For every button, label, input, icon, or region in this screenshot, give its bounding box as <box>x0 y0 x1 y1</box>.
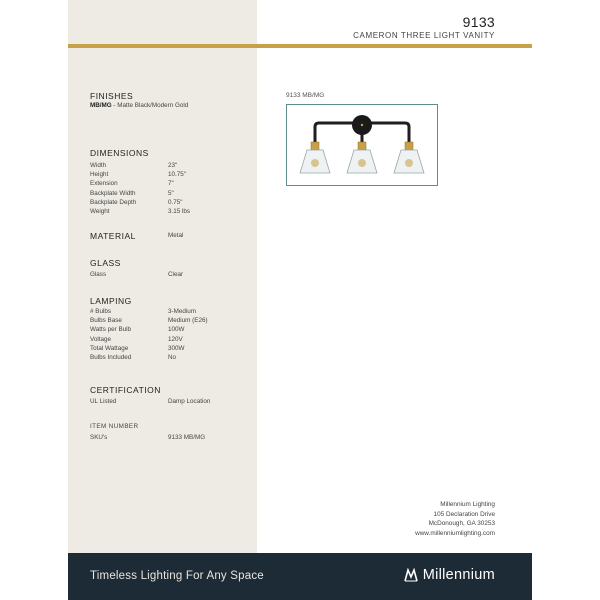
finishes-section <box>90 91 188 109</box>
vanity-fixture-icon <box>287 105 437 185</box>
spec-value: Damp Location <box>168 398 211 405</box>
spec-value: 23ʺ <box>168 162 178 169</box>
spec-value: 3.15 lbs <box>168 207 191 215</box>
dimensions-heading: DIMENSIONS <box>90 148 149 158</box>
spec-label: Bulbs Base <box>90 317 122 325</box>
spec-label: UL Listed <box>90 398 117 405</box>
spec-value: 7ʺ <box>168 180 174 188</box>
spec-row <box>90 189 250 198</box>
finish-code: MB/MG <box>90 102 112 109</box>
finish-desc: - Matte Black/Modern Gold <box>111 102 189 109</box>
model-number: 9133 <box>462 14 495 30</box>
material-section <box>90 230 250 242</box>
spec-row <box>90 353 250 362</box>
spec-row <box>90 161 250 170</box>
spec-label: Voltage <box>90 335 112 343</box>
spec-label: Backplate Width <box>90 189 136 197</box>
spec-row <box>90 307 250 316</box>
footer-bar <box>68 553 532 600</box>
finish-line <box>90 102 188 109</box>
spec-row <box>90 335 250 344</box>
finishes-heading: FINISHES <box>90 91 134 101</box>
spec-row <box>90 325 250 334</box>
spec-label: Backplate Depth <box>90 198 137 206</box>
item-heading: ITEM NUMBER <box>90 423 139 430</box>
spec-value: 5ʺ <box>168 189 174 197</box>
spec-label: Glass <box>90 271 107 278</box>
spec-row <box>90 179 250 188</box>
spec-row <box>90 433 250 442</box>
spec-label: Watts per Bulb <box>90 326 132 334</box>
spec-row <box>90 170 250 179</box>
website-link[interactable]: www.millenniumlighting.com <box>415 529 495 537</box>
lamping-section <box>90 296 250 362</box>
item-section <box>90 422 250 442</box>
spec-row <box>90 316 250 325</box>
image-sku-label: 9133 MB/MG <box>286 92 325 99</box>
spec-value: 9133 MB/MG <box>168 434 206 442</box>
millennium-logo-icon <box>404 568 418 582</box>
brand-logo <box>404 567 495 583</box>
certification-heading: CERTIFICATION <box>90 385 161 395</box>
glass-heading: GLASS <box>90 258 121 268</box>
company-address <box>415 500 495 538</box>
spec-value: Clear <box>168 271 184 278</box>
spec-row <box>90 344 250 353</box>
product-image <box>286 104 438 186</box>
spec-value: 100W <box>168 326 185 334</box>
product-name: CAMERON THREE LIGHT VANITY <box>353 31 495 40</box>
spec-label: Total Wattage <box>90 344 129 352</box>
spec-label: SKU's <box>90 434 108 442</box>
item-heading-row <box>90 422 250 431</box>
dimensions-section <box>90 148 250 216</box>
spec-label: # Bulbs <box>90 308 112 315</box>
spec-label: Bulbs Included <box>90 353 132 361</box>
spec-value: 120V <box>168 335 183 343</box>
spec-value: No <box>168 353 177 361</box>
gold-divider <box>68 44 532 48</box>
spec-row <box>90 198 250 207</box>
spec-label: Height <box>90 171 109 179</box>
spec-value: 3-Medium <box>168 308 196 315</box>
spec-row <box>90 397 250 406</box>
spec-value: 300W <box>168 344 185 352</box>
city-state-zip: McDonough, GA 30253 <box>428 520 495 527</box>
material-value: Metal <box>168 232 184 239</box>
lamping-heading: LAMPING <box>90 296 132 306</box>
spec-label: Extension <box>90 180 118 188</box>
spec-value: Medium (E26) <box>168 317 208 325</box>
glass-section <box>90 258 250 279</box>
material-heading: MATERIAL <box>90 231 136 241</box>
spec-label: Width <box>90 162 107 169</box>
street-address: 105 Declaration Drive <box>433 510 495 518</box>
spec-sheet <box>68 0 532 600</box>
spec-value: 0.75ʺ <box>168 198 183 206</box>
spec-value: 10.75ʺ <box>168 171 186 179</box>
footer-tagline: Timeless Lighting For Any Space <box>90 570 264 582</box>
brand-name: Millennium <box>422 567 495 583</box>
certification-section <box>90 385 250 406</box>
spec-row <box>90 270 250 279</box>
spec-row <box>90 207 250 216</box>
spec-label: Weight <box>90 207 110 215</box>
material-row <box>90 230 250 242</box>
company-name: Millennium Lighting <box>440 501 495 508</box>
